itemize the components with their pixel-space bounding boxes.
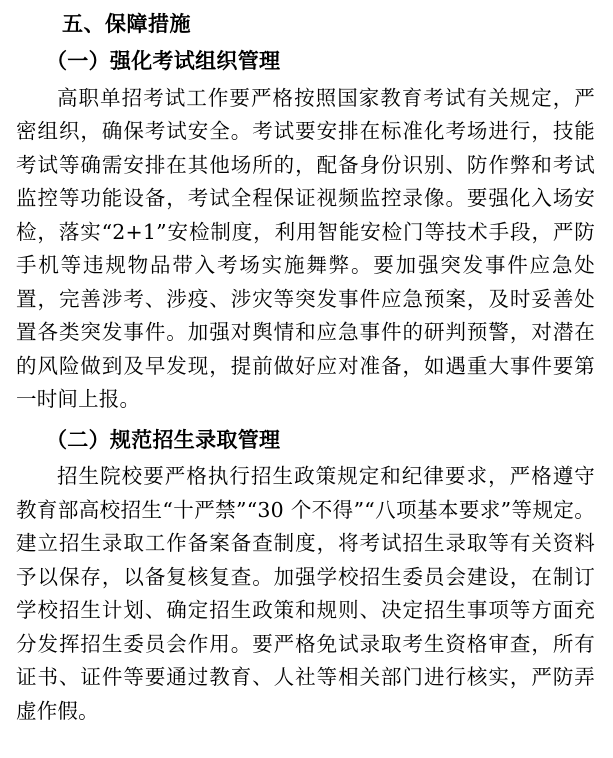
paragraph-exam-organization: 高职单招考试工作要严格按照国家教育考试有关规定，严密组织，确保考试安全。考试要安排在标准化考场进行，技能考试等确需安排在其他场所的，配备身份识别、防作弊和考试监控等功能设备，考试全程保证视频监控录像。要强化入场安检，落实“2+1”安检制度，利用智能安检门等技术手段，严防手机等违规物品带入考场实施舞弊。要加强突发事件应急处置，完善涉考、涉疫、涉灾等突发事件应急预案，及时妥善处置各类突发事件。加强对舆情和应急事件的研判预警，对潜在的风险做到及早发现，提前做好应对准备，如遇重大事件要第一时间上报。 [16, 85, 595, 412]
paragraph-admission-management: 招生院校要严格执行招生政策规定和纪律要求，严格遵守教育部高校招生“十严禁”“30 个不得”“八项基本要求”等规定。建立招生录取工作备案备查制度，将考试招生录取等有关资料予以保存，以备复核复查。加强学校招生委员会建设，在制订学校招生计划、确定招生政策和规则、决定招生事项等方面充分发挥招生委员会作用。要严格免试录取考生资格审查，所有证书、证件等要通过教育、人社等相关部门进行核实，严防弄虚作假。 [16, 464, 595, 723]
subsection-heading-two: （二）规范招生录取管理 [46, 426, 281, 452]
subsection-heading-one: （一）强化考试组织管理 [46, 48, 281, 74]
section-heading-five: 五、保障措施 [62, 11, 191, 36]
